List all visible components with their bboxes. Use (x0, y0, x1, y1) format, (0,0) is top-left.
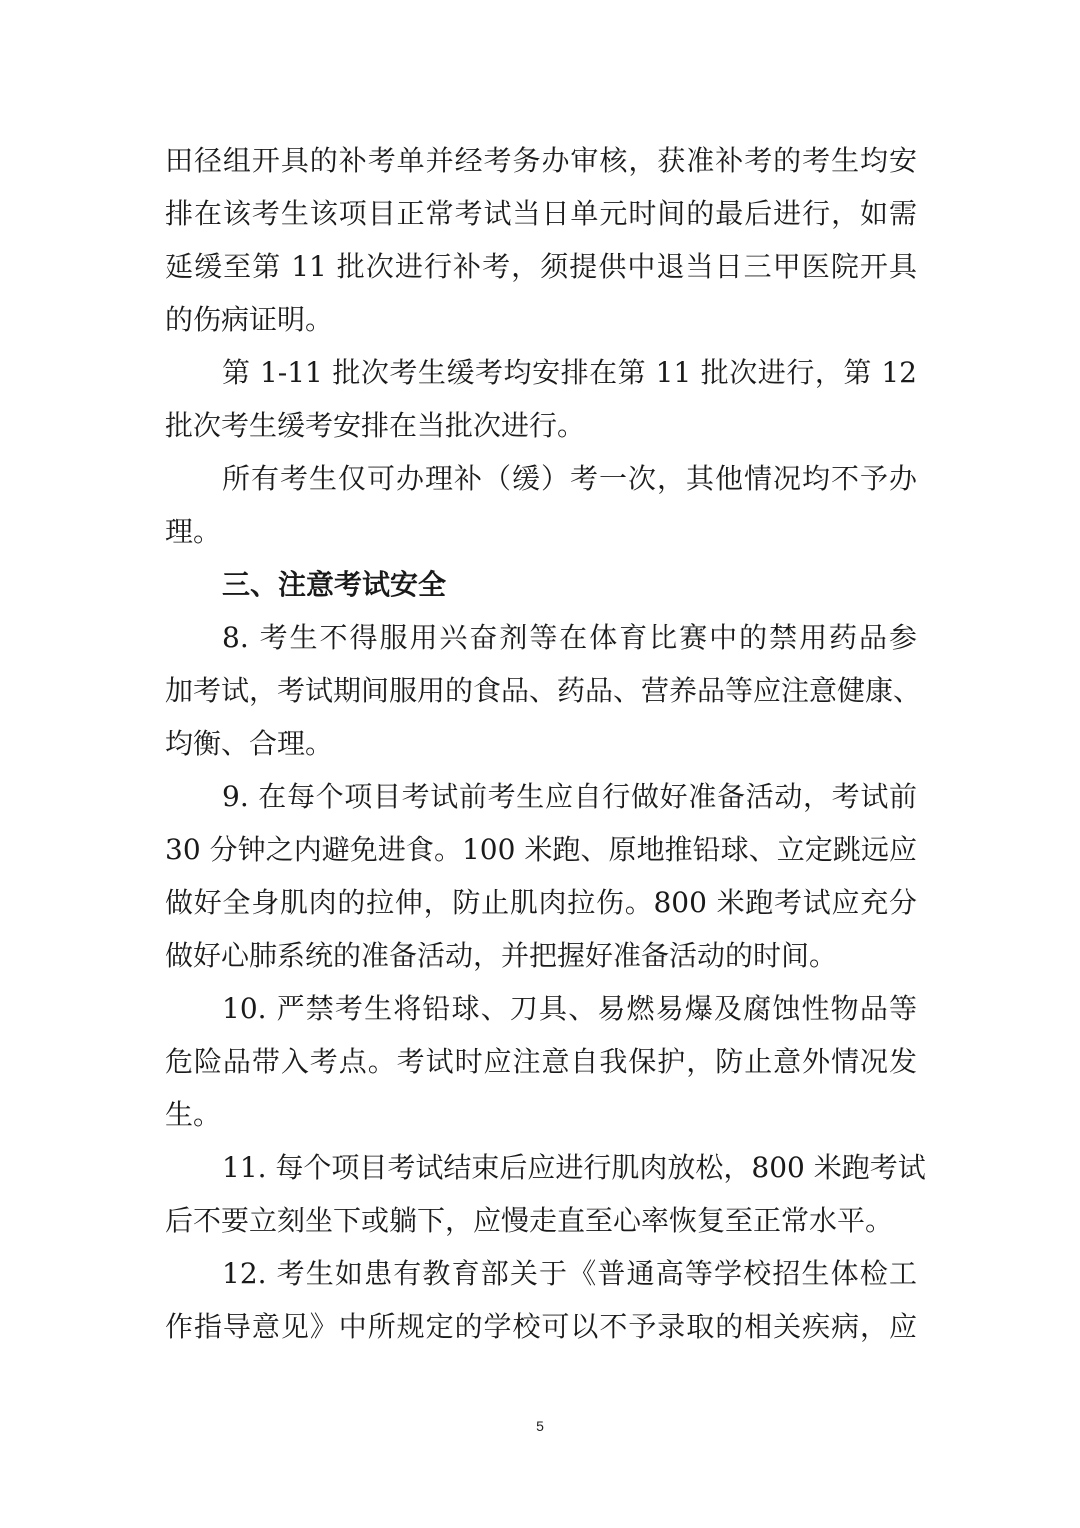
text-line: 第 1-11 批次考生缓考均安排在第 11 批次进行，第 12 (222, 356, 917, 389)
text-line: 作指导意见》中所规定的学校可以不予录取的相关疾病，应 (165, 1310, 917, 1343)
text-line: 田径组开具的补考单并经考务办审核，获准补考的考生均安 (165, 144, 917, 177)
text-line: 11. 每个项目考试结束后应进行肌肉放松，800 米跑考试 (222, 1151, 926, 1184)
text-line: 所有考生仅可办理补（缓）考一次，其他情况均不予办 (222, 462, 917, 495)
text-line: 10. 严禁考生将铅球、刀具、易燃易爆及腐蚀性物品等 (222, 992, 917, 1025)
text-line: 做好心肺系统的准备活动，并把握好准备活动的时间。 (165, 939, 838, 972)
page-number: 5 (536, 1418, 544, 1434)
text-line: 做好全身肌肉的拉伸，防止肌肉拉伤。800 米跑考试应充分 (165, 886, 917, 919)
text-line: 30 分钟之内避免进食。100 米跑、原地推铅球、立定跳远应 (165, 833, 917, 866)
text-line: 9. 在每个项目考试前考生应自行做好准备活动，考试前 (222, 780, 917, 813)
text-line: 理。 (165, 515, 222, 548)
text-line: 批次考生缓考安排在当批次进行。 (165, 409, 586, 442)
text-line: 后不要立刻坐下或躺下，应慢走直至心率恢复至正常水平。 (165, 1204, 894, 1237)
text-line: 的伤病证明。 (165, 303, 334, 336)
text-line: 均衡、合理。 (165, 727, 334, 760)
text-line: 危险品带入考点。考试时应注意自我保护，防止意外情况发 (165, 1045, 917, 1078)
text-line: 排在该考生该项目正常考试当日单元时间的最后进行，如需 (165, 197, 917, 230)
text-line: 延缓至第 11 批次进行补考，须提供中退当日三甲医院开具 (165, 250, 917, 283)
text-line: 生。 (165, 1098, 222, 1131)
text-line: 加考试，考试期间服用的食品、药品、营养品等应注意健康、 (165, 674, 922, 707)
document-body (165, 134, 926, 1353)
section-heading: 三、注意考试安全 (222, 568, 447, 601)
text-line: 12. 考生如患有教育部关于《普通高等学校招生体检工 (222, 1257, 917, 1290)
text-line: 8. 考生不得服用兴奋剂等在体育比赛中的禁用药品参 (222, 621, 917, 654)
